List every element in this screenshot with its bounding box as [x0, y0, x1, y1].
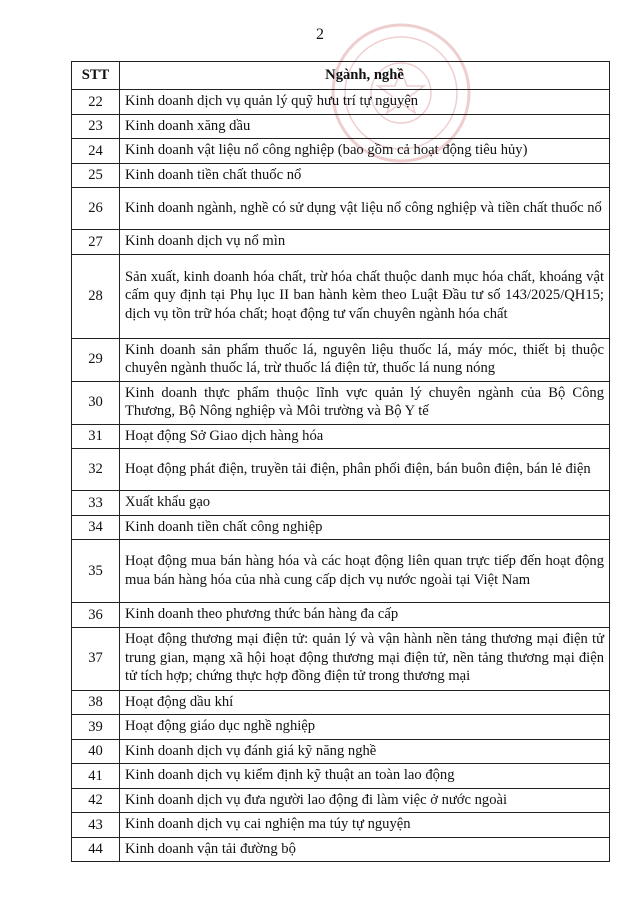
row-nganh-nghe: Hoạt động phát điện, truyền tải điện, phân phối điện, bán buôn điện, bán lẻ điện — [120, 449, 610, 491]
business-lines-table — [71, 61, 610, 862]
row-stt: 41 — [72, 764, 120, 789]
row-stt: 37 — [72, 627, 120, 690]
row-nganh-nghe: Hoạt động giáo dục nghề nghiệp — [120, 715, 610, 740]
header-stt: STT — [72, 62, 120, 90]
row-stt: 34 — [72, 515, 120, 540]
row-nganh-nghe: Kinh doanh theo phương thức bán hàng đa cấp — [120, 603, 610, 628]
row-nganh-nghe: Kinh doanh vật liệu nổ công nghiệp (bao gồm cả hoạt động tiêu hủy) — [120, 139, 610, 164]
row-nganh-nghe: Kinh doanh tiền chất công nghiệp — [120, 515, 610, 540]
row-stt: 39 — [72, 715, 120, 740]
table-row — [72, 627, 610, 690]
table-row — [72, 715, 610, 740]
row-nganh-nghe: Kinh doanh dịch vụ đánh giá kỹ năng nghề — [120, 739, 610, 764]
row-stt: 33 — [72, 491, 120, 516]
row-stt: 27 — [72, 230, 120, 255]
row-nganh-nghe: Kinh doanh tiền chất thuốc nổ — [120, 163, 610, 188]
row-nganh-nghe: Hoạt động mua bán hàng hóa và các hoạt động liên quan trực tiếp đến hoạt động mua bán hàng hóa của nhà cung cấp dịch vụ nước ngoài tại Việt Nam — [120, 540, 610, 603]
header-nganh-nghe: Ngành, nghề — [120, 62, 610, 90]
table-row — [72, 114, 610, 139]
row-stt: 31 — [72, 424, 120, 449]
row-nganh-nghe: Hoạt động dầu khí — [120, 690, 610, 715]
table-row — [72, 690, 610, 715]
row-nganh-nghe: Kinh doanh vận tải đường bộ — [120, 837, 610, 862]
table-row — [72, 739, 610, 764]
table-row — [72, 764, 610, 789]
table-row — [72, 449, 610, 491]
row-stt: 25 — [72, 163, 120, 188]
row-nganh-nghe: Kinh doanh ngành, nghề có sử dụng vật liệu nổ công nghiệp và tiền chất thuốc nổ — [120, 188, 610, 230]
row-stt: 32 — [72, 449, 120, 491]
row-nganh-nghe: Kinh doanh dịch vụ cai nghiện ma túy tự nguyện — [120, 813, 610, 838]
row-nganh-nghe: Kinh doanh thực phẩm thuộc lĩnh vực quản lý chuyên ngành của Bộ Công Thương, Bộ Nông nghiệp và Môi trường và Bộ Y tế — [120, 381, 610, 424]
table-row — [72, 813, 610, 838]
row-stt: 44 — [72, 837, 120, 862]
table-row — [72, 603, 610, 628]
row-stt: 35 — [72, 540, 120, 603]
table-row — [72, 540, 610, 603]
row-nganh-nghe: Kinh doanh dịch vụ quản lý quỹ hưu trí tự nguyện — [120, 90, 610, 115]
row-nganh-nghe: Xuất khẩu gạo — [120, 491, 610, 516]
row-stt: 29 — [72, 338, 120, 381]
table-row — [72, 254, 610, 338]
row-stt: 30 — [72, 381, 120, 424]
row-stt: 26 — [72, 188, 120, 230]
row-nganh-nghe: Kinh doanh xăng dầu — [120, 114, 610, 139]
table-row — [72, 230, 610, 255]
row-nganh-nghe: Hoạt động thương mại điện tử: quản lý và vận hành nền tảng thương mại điện tử trung gian, mạng xã hội hoạt động thương mại điện tử, nền tảng thương mại điện tử tích hợp; chứng thực hợp đồng điện tử trong thương mại — [120, 627, 610, 690]
table-row — [72, 788, 610, 813]
row-stt: 43 — [72, 813, 120, 838]
table-row — [72, 837, 610, 862]
table-row — [72, 90, 610, 115]
table-row — [72, 491, 610, 516]
row-nganh-nghe: Kinh doanh dịch vụ kiểm định kỹ thuật an toàn lao động — [120, 764, 610, 789]
table-row — [72, 188, 610, 230]
table-row — [72, 139, 610, 164]
row-stt: 38 — [72, 690, 120, 715]
row-stt: 42 — [72, 788, 120, 813]
row-nganh-nghe: Hoạt động Sở Giao dịch hàng hóa — [120, 424, 610, 449]
row-nganh-nghe: Kinh doanh dịch vụ đưa người lao động đi làm việc ở nước ngoài — [120, 788, 610, 813]
row-stt: 28 — [72, 254, 120, 338]
page-number: 2 — [316, 26, 324, 43]
row-stt: 23 — [72, 114, 120, 139]
table-row — [72, 338, 610, 381]
row-nganh-nghe: Sản xuất, kinh doanh hóa chất, trừ hóa chất thuộc danh mục hóa chất, khoáng vật cấm quy định tại Phụ lục II ban hành kèm theo Luật Đầu tư số 143/2025/QH15; dịch vụ tồn trữ hóa chất; hoạt động tư vấn chuyên ngành hóa chất — [120, 254, 610, 338]
table-row — [72, 515, 610, 540]
row-stt: 40 — [72, 739, 120, 764]
table-row — [72, 424, 610, 449]
row-stt: 22 — [72, 90, 120, 115]
table-row — [72, 381, 610, 424]
table-header-row — [72, 62, 610, 90]
row-nganh-nghe: Kinh doanh sản phẩm thuốc lá, nguyên liệu thuốc lá, máy móc, thiết bị thuộc chuyên ngành thuốc lá, trừ thuốc lá điện tử, thuốc lá nung nóng — [120, 338, 610, 381]
row-nganh-nghe: Kinh doanh dịch vụ nổ mìn — [120, 230, 610, 255]
table-row — [72, 163, 610, 188]
row-stt: 36 — [72, 603, 120, 628]
row-stt: 24 — [72, 139, 120, 164]
